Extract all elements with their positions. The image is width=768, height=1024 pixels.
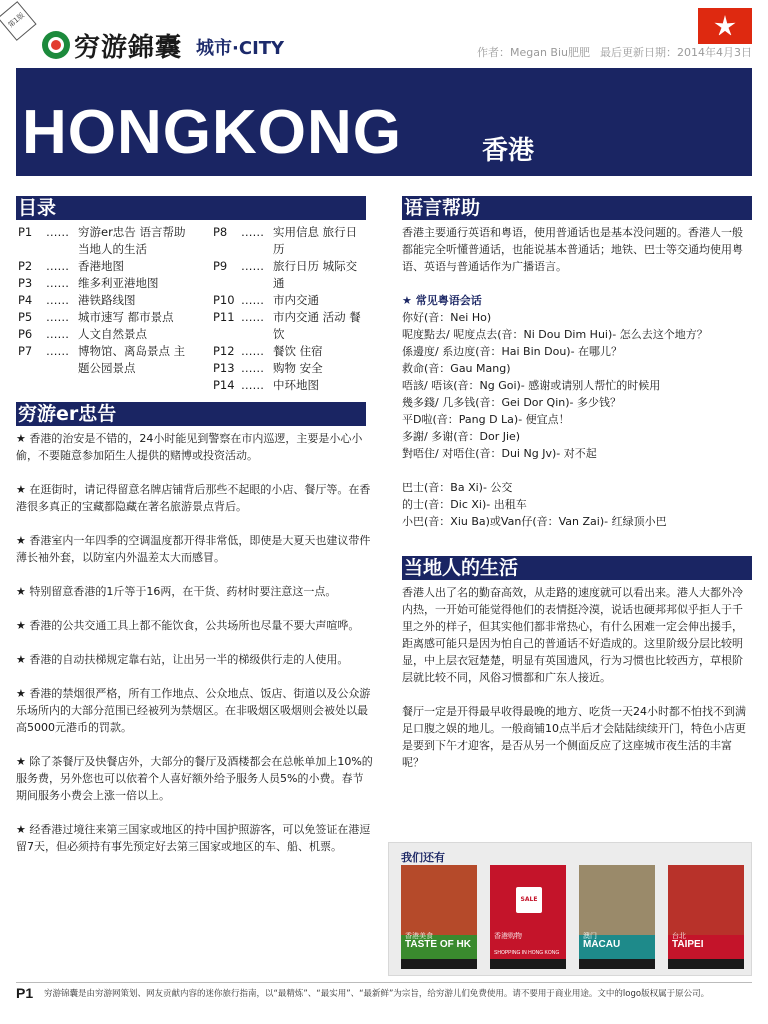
toc-entry[interactable] bbox=[18, 326, 194, 343]
doc-meta bbox=[477, 44, 752, 60]
guide-cover-1[interactable] bbox=[490, 865, 566, 969]
phrase-item: 對唔住/ 对唔住(音：Dui Ng Jv)- 对不起 bbox=[402, 447, 597, 460]
brand-name: 穷游錦囊 bbox=[74, 32, 183, 63]
toc-leader-dots: …… bbox=[46, 293, 69, 307]
tip-item: ★ 特别留意香港的1斤等于16两，在干货、药材时要注意这一点。 bbox=[16, 585, 337, 598]
toc-page-number: P7 bbox=[18, 344, 33, 358]
toc-leader-dots: …… bbox=[46, 310, 69, 324]
tip-item: ★ 香港的公共交通工具上都不能饮食，公共场所也尽量不要大声喧哗。 bbox=[16, 619, 360, 632]
phrase-item: 你好(音：Nei Ho) bbox=[402, 311, 492, 324]
toc-entry-title: 穷游er忠告 语言帮助 当地人的生活 bbox=[78, 225, 186, 256]
toc-entry-title: 人文自然景点 bbox=[78, 327, 147, 341]
guide-cover-footer bbox=[668, 959, 744, 969]
toc-entry[interactable] bbox=[18, 275, 194, 292]
toc-page-number: P2 bbox=[18, 259, 33, 273]
toc-entry-title: 香港地图 bbox=[78, 259, 124, 273]
toc-leader-dots: …… bbox=[241, 344, 264, 358]
toc-page-number: P1 bbox=[18, 225, 33, 239]
toc-entry-title: 旅行日历 城际交通 bbox=[273, 259, 358, 290]
phrase-item: 係邊度/ 系边度(音：Hai Bin Dou)- 在哪儿？ bbox=[402, 345, 623, 358]
toc-entry[interactable] bbox=[213, 224, 365, 258]
edition-stamp: 第1版 bbox=[0, 1, 37, 41]
tip-item: ★ 香港的治安是不错的，24小时能见到警察在市内巡逻，主要是小心小偷，不要随意参加陌生人提供的赌博或投资活动。 bbox=[16, 432, 363, 462]
toc-entry[interactable] bbox=[213, 377, 365, 394]
toc-page-number: P3 bbox=[18, 276, 33, 290]
toc-leader-dots: …… bbox=[46, 276, 69, 290]
toc-entry-title: 购物 安全 bbox=[273, 361, 323, 375]
phrase-item: 幾多錢/ 几多钱(音：Gei Dor Qin)- 多少钱？ bbox=[402, 396, 622, 409]
lang-intro: 香港主要通行英语和粤语，使用普通话也是基本没问题的。香港人一般都能完全听懂普通话，也能说基本普通话；地铁、巴士等交通均使用粤语、英语与普通话作为广播语言。 bbox=[402, 226, 743, 273]
guide-cover-footer bbox=[401, 959, 477, 969]
toc-page-number: P4 bbox=[18, 293, 33, 307]
guide-cover-title: TAIPEI bbox=[672, 939, 704, 950]
guide-cover-0[interactable] bbox=[401, 865, 477, 969]
tip-item: ★ 香港的禁烟很严格，所有工作地点、公众地点、饭店、街道以及公众游乐场所内的大部分范围已经被列为禁烟区。在非吸烟区吸烟则会被处以最高5000元港币的罚款。 bbox=[16, 687, 371, 734]
guide-cover-region: 澳门 bbox=[583, 932, 597, 940]
brand bbox=[42, 28, 284, 62]
last-updated: 最后更新日期：2014年4月3日 bbox=[600, 46, 752, 59]
toc-entry[interactable] bbox=[213, 292, 365, 309]
toc-leader-dots: …… bbox=[241, 310, 264, 324]
tip-item: ★ 经香港过境往来第三国家或地区的持中国护照游客，可以免签证在港逗留7天，但必须持有事先预定好去第三国家或地区的车、船、机票。 bbox=[16, 823, 371, 853]
guide-cover-title: MACAU bbox=[583, 939, 621, 950]
lang-section bbox=[402, 224, 752, 530]
toc-leader-dots: …… bbox=[46, 259, 69, 273]
locals-section bbox=[402, 584, 752, 771]
toc-page-number: P8 bbox=[213, 225, 228, 239]
toc-entry[interactable] bbox=[213, 343, 365, 360]
page-footer bbox=[16, 982, 752, 1000]
toc-entry[interactable] bbox=[18, 224, 194, 258]
phrase-item: 救命(音：Gau Mang) bbox=[402, 362, 511, 375]
tip-item: ★ 香港的自动扶梯规定靠右站，让出另一半的梯级供行走的人使用。 bbox=[16, 653, 349, 666]
toc-entry[interactable] bbox=[213, 309, 365, 343]
toc-entry[interactable] bbox=[213, 360, 365, 377]
sale-bag-icon: SALE bbox=[516, 887, 542, 913]
author: 作者：Megan Biu肥肥 bbox=[476, 46, 590, 59]
transport-term: 的士(音：Dic Xi)- 出租车 bbox=[402, 498, 527, 511]
toc-heading-bar bbox=[16, 196, 366, 220]
toc-heading: 目录 bbox=[18, 197, 57, 219]
toc-leader-dots: …… bbox=[241, 378, 264, 392]
toc-column-right bbox=[213, 224, 365, 394]
toc-leader-dots: …… bbox=[241, 225, 264, 239]
toc-entry[interactable] bbox=[18, 343, 194, 377]
toc-entry[interactable] bbox=[213, 258, 365, 292]
more-guides-title: 我们还有 bbox=[401, 851, 445, 864]
toc-entry[interactable] bbox=[18, 309, 194, 326]
toc-entry-title: 维多利亚港地图 bbox=[78, 276, 159, 290]
toc-entry-title: 餐饮 住宿 bbox=[273, 344, 323, 358]
tip-item: ★ 香港室内一年四季的空调温度都开得非常低，即使是大夏天也建议带件薄长袖外套，以防室内外温差太大而感冒。 bbox=[16, 534, 371, 564]
phrase-item: 多謝/ 多谢(音：Dor Jie) bbox=[402, 430, 521, 443]
tips-heading-bar bbox=[16, 402, 366, 426]
guide-cover-footer bbox=[579, 959, 655, 969]
guide-cover-subtitle: SHOPPING IN HONG KONG bbox=[494, 950, 560, 956]
phrase-item: 平D啦(音：Pang D La)- 便宜点！ bbox=[402, 413, 570, 426]
toc-column-left bbox=[18, 224, 194, 377]
page-subtitle: 香港 bbox=[482, 136, 535, 166]
toc-page-number: P12 bbox=[213, 344, 235, 358]
locals-paragraph: 香港人出了名的勤奋高效，从走路的速度就可以看出来。港人大都外冷内热，一开始可能觉得他们的表情挺冷漠，说话也硬邦邦似乎拒人于千里之外的样子，但其实他们都非常热心，有什么困难一定会伸出援手，距离感可能只是因为怕自己的普通话不好造成的。这里阶级分层比较明显，中上层衣冠楚楚，明显有英国遗风，行为习惯也比较西方，草根阶层就比较不同，风俗习惯都和广东人接近。 bbox=[402, 586, 743, 684]
toc-page-number: P9 bbox=[213, 259, 228, 273]
toc-leader-dots: …… bbox=[241, 361, 264, 375]
footer-disclaimer: 穷游锦囊是由穷游网策划、网友贡献内容的迷你旅行指南，以“最精炼”、“最实用”、“最新鲜”为宗旨，给穷游儿们免费使用。请不要用于商业用途。文中的logo版权属于原公司。 bbox=[44, 989, 710, 999]
lang-heading-bar bbox=[402, 196, 752, 220]
lang-heading: 语言帮助 bbox=[404, 197, 481, 219]
brand-series: 城市·CITY bbox=[196, 38, 285, 59]
locals-paragraph: 餐厅一定是开得最早收得最晚的地方、吃货一天24小时都不怕找不到满足口腹之娱的地儿。一般商铺10点半后才会陆陆续续开门，特色小店更是要到下午才迎客，是否从另一个侧面反应了这座城市夜生活的丰富呢？ bbox=[402, 705, 746, 769]
toc-entry-title: 市内交通 bbox=[273, 293, 319, 307]
more-guides-box bbox=[388, 842, 752, 976]
page-title: HONGKONG bbox=[22, 98, 402, 167]
toc-leader-dots: …… bbox=[46, 327, 69, 341]
tip-item: ★ 除了茶餐厅及快餐店外，大部分的餐厅及酒楼都会在总帐单加上10%的服务费，另外您也可以依着个人喜好额外给予服务人员5%的小费。春节期间服务小费会上涨一倍以上。 bbox=[16, 755, 373, 802]
transport-term: 巴士(音：Ba Xi)- 公交 bbox=[402, 481, 513, 494]
tip-item: ★ 在逛街时，请记得留意名牌店铺背后那些不起眼的小店、餐厅等。在香港很多真正的宝藏都隐藏在著名旅游景点背后。 bbox=[16, 483, 371, 513]
toc-leader-dots: …… bbox=[46, 344, 69, 358]
guide-cover-2[interactable] bbox=[579, 865, 655, 969]
toc-entry-title: 博物馆、离岛景点 主题公园景点 bbox=[78, 344, 186, 375]
tips-list bbox=[16, 430, 374, 872]
title-banner bbox=[16, 68, 752, 176]
guide-cover-region: 香港美食 bbox=[405, 932, 433, 940]
phrase-item: 呢度點去/ 呢度点去(音：Ni Dou Dim Hui)- 怎么去这个地方？ bbox=[402, 328, 708, 341]
toc-page-number: P6 bbox=[18, 327, 33, 341]
toc-leader-dots: …… bbox=[241, 293, 264, 307]
toc-page-number: P5 bbox=[18, 310, 33, 324]
phrases-heading: ★ 常见粤语会话 bbox=[402, 294, 482, 307]
guide-cover-region: 香港购物 bbox=[494, 932, 522, 940]
toc-entry-title: 中环地图 bbox=[273, 378, 319, 392]
page-number: P1 bbox=[16, 985, 34, 1001]
guide-cover-footer bbox=[490, 959, 566, 969]
toc-page-number: P13 bbox=[213, 361, 235, 375]
locals-heading: 当地人的生活 bbox=[404, 557, 519, 579]
toc-leader-dots: …… bbox=[241, 259, 264, 273]
toc-entry[interactable] bbox=[18, 258, 194, 275]
toc-leader-dots: …… bbox=[46, 225, 69, 239]
toc-entry[interactable] bbox=[18, 292, 194, 309]
hongkong-flag-icon bbox=[698, 8, 752, 44]
toc-page-number: P11 bbox=[213, 310, 235, 324]
guide-cover-region: 台北 bbox=[672, 932, 686, 940]
toc-entry-title: 实用信息 旅行日历 bbox=[273, 225, 358, 256]
toc-page-number: P14 bbox=[213, 378, 235, 392]
phrase-list bbox=[402, 309, 752, 462]
toc-page-number: P10 bbox=[213, 293, 235, 307]
tips-heading: 穷游er忠告 bbox=[18, 403, 117, 425]
guide-cover-title: TASTE OF HK bbox=[405, 939, 471, 950]
qyer-logo-icon bbox=[42, 31, 70, 59]
toc-entry-title: 市内交通 活动 餐饮 bbox=[273, 310, 361, 341]
toc-entry-title: 港铁路线图 bbox=[78, 293, 136, 307]
bauhinia-icon bbox=[714, 15, 736, 37]
locals-heading-bar bbox=[402, 556, 752, 580]
phrase-item: 唔該/ 唔该(音：Ng Goi)- 感谢或请别人帮忙的时候用 bbox=[402, 379, 661, 392]
guide-cover-3[interactable] bbox=[668, 865, 744, 969]
transport-list bbox=[402, 479, 752, 530]
transport-term: 小巴(音：Xiu Ba)或Van仔(音：Van Zai)- 红绿顶小巴 bbox=[402, 515, 667, 528]
toc-entry-title: 城市速写 都市景点 bbox=[78, 310, 174, 324]
